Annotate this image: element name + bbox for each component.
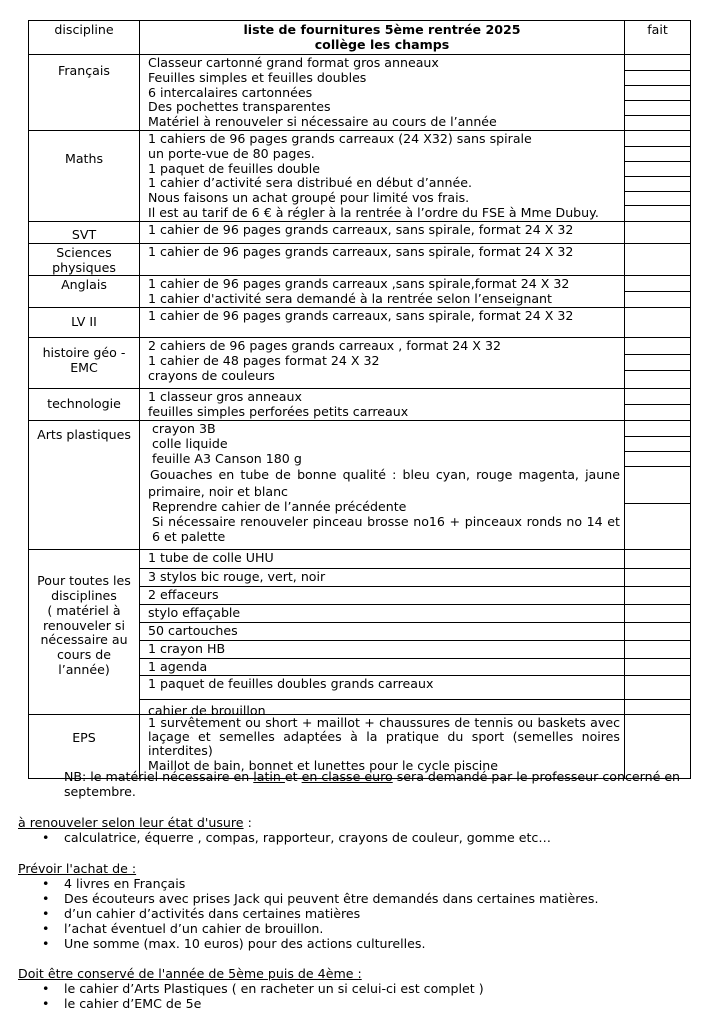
table-header-row [29,21,691,55]
discipline-label-line-7: l’année) [58,661,110,677]
done-checkbox[interactable] [625,115,690,130]
done-checkbox[interactable] [625,466,690,503]
done-checkbox[interactable] [625,291,690,307]
title-line-1: liste de fournitures 5ème rentrée 2025 [243,22,521,37]
list-item: 1 cahier de 96 pages grands carreaux ,sans spirale,format 24 X 32 [148,276,570,292]
table-row-francais [29,55,691,131]
list-item: • calculatrice, équerre , compas, rapporteur, crayons de couleur, gomme etc… [64,830,551,845]
list-item: Classeur cartonné grand format gros anneaux [148,55,439,70]
done-checkbox[interactable] [625,658,690,675]
list-item: Nous faisons un achat groupé pour limité vos frais. [148,190,470,206]
list-item: 1 cahier de 96 pages grands carreaux, sans spirale, format 24 X 32 [148,243,574,259]
table-row-histoire-geo [29,338,691,389]
section-heading-colon: : [243,815,252,830]
discipline-label: Maths [64,151,104,166]
list-item: 1 survêtement ou short + maillot + chaussures de tennis ou baskets avec laçage et semelles adaptées à la pratique du sport (semelles noires interdites) [148,714,620,758]
done-checkbox[interactable] [625,404,690,418]
supply-table [28,20,691,779]
list-item: Reprendre cahier de l’année précédente [152,499,407,515]
section-heading [18,966,484,981]
header-discipline: discipline [29,21,140,55]
items-maths [140,131,625,222]
list-item: • le cahier d’Arts Plastiques ( en racheter un si celui-ci est complet ) [64,981,484,996]
list-item: • l’achat éventuel d’un cahier de brouillon. [64,921,598,936]
document-title [140,21,625,55]
checkbox-cells-technologie [625,389,691,421]
list-item: 1 paquet de feuilles double [148,160,321,176]
list-item: • d’un cahier d’activités dans certaines matières [64,906,598,921]
checkbox-cell-svt[interactable] [625,221,691,243]
list-item: Des pochettes transparentes [148,99,331,115]
section-prevoir [18,861,598,951]
checkbox-cells-toutes-disciplines [625,549,691,714]
items-anglais [140,276,625,308]
table-row-svt [29,221,691,243]
discipline-label-line-2: EMC [70,360,98,376]
discipline-label: SVT [71,226,97,242]
items-lv2 [140,308,625,338]
discipline-label-line-1: Pour toutes les [37,573,131,589]
table-row-technologie [29,389,691,421]
list-item: 1 cahier d'activité sera demandé à la rentrée selon l’enseignant [148,291,552,307]
nb-text-prefix: NB: le matériel nécessaire en [64,769,254,784]
done-checkbox[interactable] [625,161,690,176]
nb-text-suffix: sera demandé par le professeur concerné en septembre. [64,769,681,799]
checkbox-cells-anglais [625,276,691,308]
list-item: • Des écouteurs avec prises Jack qui peuvent être demandés dans certaines matières. [64,891,598,906]
done-checkbox[interactable] [625,131,690,146]
done-checkbox[interactable] [625,389,690,404]
list-item: 1 paquet de feuilles doubles grands carreaux [140,675,624,699]
list-item: cahier de brouillon [140,699,624,714]
title-line-2: collège les champs [314,36,450,52]
checkbox-cells-francais [625,55,691,131]
items-svt [140,221,625,243]
list-item: 1 cahier de 96 pages grands carreaux, sans spirale, format 24 X 32 [148,221,574,237]
items-arts-plastiques [140,420,625,549]
discipline-francais [29,55,140,131]
discipline-label: EPS [72,729,96,745]
list-item: feuilles simples perforées petits carreaux [148,404,409,420]
list-item: 1 cahiers de 96 pages grands carreaux (24 X32) sans spirale [148,131,532,146]
section-heading [18,861,598,876]
done-checkbox[interactable] [625,85,690,100]
table-row-maths [29,131,691,222]
discipline-label-line-4: renouveler si [42,617,125,633]
discipline-arts-plastiques [29,420,140,549]
done-checkbox[interactable] [625,503,690,549]
discipline-technologie [29,389,140,421]
discipline-label-line-3: ( matériel à [47,602,121,618]
table-row-toutes-disciplines [29,549,691,714]
items-sciences-physiques [140,243,625,276]
table-row-sciences-physiques [29,243,691,276]
done-checkbox[interactable] [625,436,690,451]
list-item: feuille A3 Canson 180 g [152,450,302,466]
section-heading-text: Prévoir l'achat de : [18,861,137,876]
list-item: 2 cahiers de 96 pages grands carreaux , format 24 X 32 [148,338,501,354]
list-item: crayon 3B [152,420,216,436]
section-heading [18,815,551,830]
discipline-histoire-geo [29,338,140,389]
done-checkbox[interactable] [625,191,690,205]
done-checkbox[interactable] [625,451,690,466]
discipline-label-line-5: nécessaire au [40,632,128,648]
section-conserve [18,966,484,1011]
done-checkbox[interactable] [625,354,690,370]
list-item: stylo effaçable [140,604,624,622]
nb-note [64,769,694,799]
discipline-sciences-physiques [29,243,140,276]
discipline-label: LV II [71,314,97,330]
list-item: 3 stylos bic rouge, vert, noir [140,568,624,586]
list-item: un porte-vue de 80 pages. [148,145,315,161]
list-item: 1 cahier de 96 pages grands carreaux, sans spirale, format 24 X 32 [148,308,574,324]
discipline-label-line-1: Sciences [56,244,112,260]
discipline-label-line-2: physiques [52,259,116,275]
discipline-anglais [29,276,140,308]
list-item: Si nécessaire renouveler pinceau brosse no16 + pinceaux ronds no 14 et 6 et palette [152,514,620,544]
done-checkbox[interactable] [625,568,690,586]
items-technologie [140,389,625,421]
nb-latin: latin [253,769,285,784]
done-checkbox[interactable] [625,100,690,115]
list-item: Il est au tarif de 6 € à régler à la rentrée à l’ordre du FSE à Mme Dubuy. [148,204,599,220]
list-item: 50 cartouches [140,622,624,640]
list-item: 1 crayon HB [140,640,624,658]
done-checkbox[interactable] [625,622,690,640]
discipline-label: Français [58,63,110,78]
checkbox-cells-maths [625,131,691,222]
list-item: 1 tube de colle UHU [148,549,274,565]
done-checkbox[interactable] [625,640,690,658]
done-checkbox[interactable] [625,146,690,161]
section-heading-text: à renouveler selon leur état d'usure [18,815,244,830]
items-histoire-geo [140,338,625,389]
table-row-anglais [29,276,691,308]
discipline-svt [29,221,140,243]
list-item: Matériel à renouveler si nécessaire au cours de l’année [148,114,497,130]
list-item: Gouaches en tube de bonne qualité : bleu cyan, rouge magenta, jaune primaire, noir et blanc [148,467,620,500]
list-item: Maillot de bain, bonnet et lunettes pour le cycle piscine [148,757,498,773]
checkbox-cells-arts-plastiques [625,420,691,549]
section-renouveler [18,815,551,845]
nb-text-middle: et [284,769,302,784]
list-item: 6 intercalaires cartonnées [148,84,313,100]
list-item: 1 cahier d’activité sera distribué en début d’année. [148,175,472,191]
list-item: 1 classeur gros anneaux [148,389,302,405]
bullet-list [18,876,598,951]
checkbox-cell-sciences-physiques[interactable] [625,243,691,276]
table-row-arts-plastiques [29,420,691,549]
discipline-maths [29,131,140,222]
discipline-label-line-1: histoire géo - [42,345,126,361]
discipline-label-line-6: cours de [56,647,112,663]
done-checkbox[interactable] [625,675,690,699]
bullet-list [18,830,551,845]
checkbox-cell-lv2[interactable] [625,308,691,338]
done-checkbox[interactable] [625,370,690,388]
list-item: • Une somme (max. 10 euros) pour des actions culturelles. [64,936,598,951]
header-done: fait [625,21,691,55]
list-item: crayons de couleurs [148,367,275,383]
nb-euro: en classe euro [301,769,393,784]
list-item: Feuilles simples et feuilles doubles [148,69,367,85]
table-row-lv2 [29,308,691,338]
discipline-label: Anglais [61,277,107,293]
done-checkbox[interactable] [625,604,690,622]
done-checkbox[interactable] [625,421,690,436]
done-checkbox[interactable] [625,276,690,291]
list-item: • le cahier d’EMC de 5e [64,996,484,1011]
items-francais [140,55,625,131]
items-toutes-disciplines [140,549,625,718]
list-item: 1 agenda [140,658,624,675]
done-checkbox[interactable] [625,550,690,568]
discipline-label-line-2: disciplines [51,587,117,603]
done-checkbox[interactable] [625,699,690,714]
list-item: 1 cahier de 48 pages format 24 X 32 [148,353,380,369]
done-checkbox[interactable] [625,205,690,219]
section-heading-text: Doit être conservé de l'année de 5ème puis de 4ème : [18,966,362,981]
done-checkbox[interactable] [625,586,690,604]
bullet-list [18,981,484,1011]
done-checkbox[interactable] [625,176,690,191]
done-checkbox[interactable] [625,55,690,70]
list-item: 2 effaceurs [140,586,624,604]
list-item: • 4 livres en Français [64,876,598,891]
done-checkbox[interactable] [625,70,690,85]
discipline-toutes-disciplines [29,549,140,714]
list-item: colle liquide [152,435,228,451]
done-checkbox[interactable] [625,338,690,354]
discipline-lv2 [29,308,140,338]
checkbox-cells-histoire-geo [625,338,691,389]
discipline-label: Arts plastiques [37,426,131,442]
discipline-label: technologie [47,396,121,412]
